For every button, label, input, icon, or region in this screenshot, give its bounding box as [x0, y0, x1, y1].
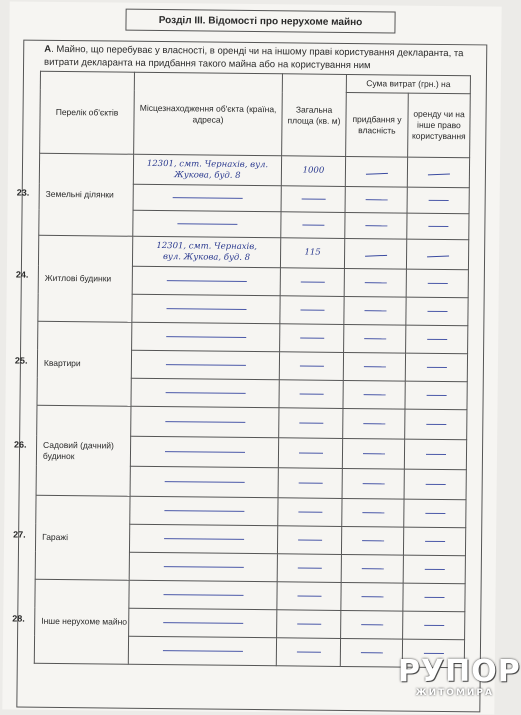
intro-body: . Майно, що перебуває у власності, в оренді чи на іншому праві користування декларанта, та витрати декларанта на придбання такого майна або на користування ним	[44, 43, 464, 72]
address-houses: 12301, смт. Чернахів, вул. Жукова, буд. 8	[132, 236, 280, 268]
header-rent: оренду чи на інше право користування	[408, 93, 471, 158]
rent-land	[407, 157, 469, 188]
declaration-sheet	[2, 1, 521, 714]
area-houses: 115	[280, 238, 344, 269]
row-number: 26.	[14, 439, 27, 450]
dash-mark	[427, 255, 449, 257]
row-number: 27.	[13, 529, 26, 540]
dash-mark	[365, 255, 387, 257]
logo-main: РУПОР	[398, 654, 521, 689]
row-label-land: Земельні ділянки	[39, 153, 134, 236]
row-label-other: Інше нерухоме майно	[34, 579, 129, 664]
row-number: 25.	[14, 355, 28, 366]
header-list: Перелік об'єктів	[40, 71, 135, 154]
header-costs: Сума витрат (грн.) на	[346, 74, 470, 93]
header-buy: придбання у власність	[346, 92, 409, 157]
dash-mark	[427, 173, 449, 175]
buy-houses	[344, 238, 406, 269]
row-label-garages: Гаражі	[35, 495, 130, 580]
section-title: Розділ ІІІ. Відомості про нерухоме майно	[125, 9, 395, 34]
rent-houses	[406, 239, 468, 270]
row-label-apartments: Квартири	[37, 321, 132, 406]
row-label-houses: Житлові будинки	[38, 235, 133, 322]
header-location: Місцезнаходження об'єкта (країна, адреса)	[134, 72, 283, 156]
property-table	[12, 71, 471, 668]
dash-mark	[365, 173, 387, 175]
row-number: 24.	[15, 269, 29, 280]
header-area: Загальна площа (кв. м)	[282, 74, 347, 157]
logo-sub: ЖИТОМИРА	[415, 688, 494, 698]
address-land: 12301, смт. Чернахів, вул. Жукова, буд. 8	[133, 154, 281, 186]
watermark-logo	[398, 654, 521, 708]
buy-land	[345, 156, 407, 187]
intro-letter: А	[44, 43, 52, 55]
intro-text	[44, 43, 484, 74]
row-number: 28.	[12, 613, 25, 624]
row-label-cottage: Садовий (дачний) будинок	[36, 405, 131, 496]
row-number: 23.	[16, 187, 30, 198]
section-frame	[12, 40, 487, 713]
area-land: 1000	[281, 156, 345, 187]
